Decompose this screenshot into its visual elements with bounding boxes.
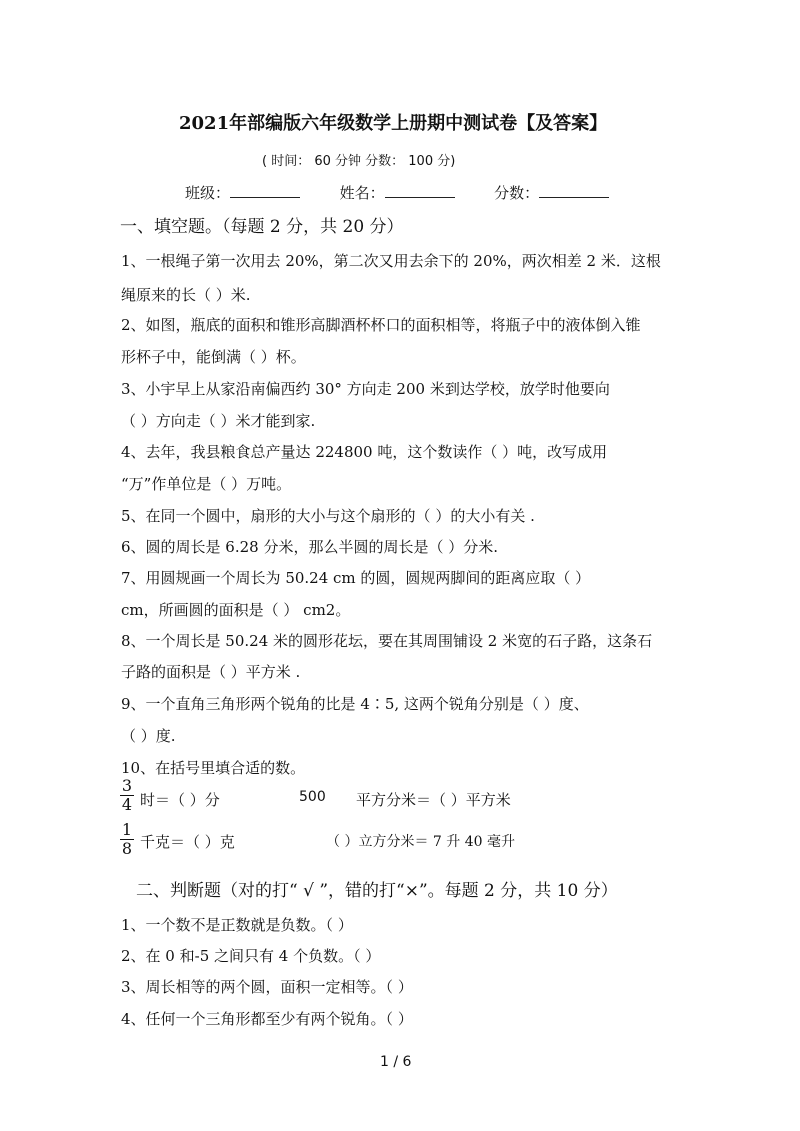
fraction-three-quarters <box>120 778 134 813</box>
name-label: 姓名： <box>339 184 385 202</box>
q4-line2: “万”作单位是（ ）万吨。 <box>121 475 292 493</box>
q10-row2-b: （ ）立方分米＝ 7 升 40 毫升 <box>326 834 515 850</box>
q7-line2: cm，所画圆的面积是（ ） cm2。 <box>121 601 351 619</box>
page-number: 1 / 6 <box>380 1054 412 1070</box>
q9-line1: 9、一个直角三角形两个锐角的比是 4∶5, 这两个锐角分别是（ ）度、 <box>121 695 589 713</box>
fraction-numerator: 1 <box>121 820 133 839</box>
info-row <box>185 182 609 203</box>
judge-q1: 1、一个数不是正数就是负数。（ ） <box>121 916 353 934</box>
q1-line2: 绳原来的长（ ）米. <box>121 286 251 304</box>
q3-line2: （ ）方向走（ ）米才能到家. <box>121 412 316 430</box>
q10-row1-c: 平方分米＝（ ）平方米 <box>356 791 511 809</box>
q6-line: 6、圆的周长是 6.28 分米，那么半圆的周长是（ ）分米. <box>121 538 499 556</box>
section1-heading: 一、填空题。（每题 2 分，共 20 分） <box>120 217 404 237</box>
q7-line1: 7、用圆规画一个周长为 50.24 cm 的圆，圆规两脚间的距离应取（ ） <box>121 569 591 587</box>
q4-line1: 4、去年，我县粮食总产量达 224800 吨，这个数读作（ ）吨，改写成用 <box>121 443 608 461</box>
q8-line1: 8、一个周长是 50.24 米的圆形花坛，要在其周围铺设 2 米宽的石子路，这条石 <box>121 632 653 650</box>
q3-line1: 3、小宇早上从家沿南偏西约 30° 方向走 200 米到达学校，放学时他要向 <box>121 380 610 398</box>
q10-line: 10、在括号里填合适的数。 <box>121 759 306 777</box>
fraction-denominator: 8 <box>121 839 133 858</box>
q8-line2: 子路的面积是（ ）平方米 . <box>121 663 301 681</box>
q10-row1-a: 时＝（ ）分 <box>140 791 220 809</box>
class-blank[interactable] <box>230 183 300 198</box>
name-blank[interactable] <box>385 183 455 198</box>
q10-row1-b: 500 <box>299 789 326 805</box>
q1-line1: 1、一根绳子第一次用去 20%，第二次又用去余下的 20%，两次相差 2 米．这根 <box>121 252 661 270</box>
class-label: 班级： <box>185 184 231 202</box>
judge-q3: 3、周长相等的两个圆，面积一定相等。（ ） <box>121 978 413 996</box>
q9-line2: （ ）度. <box>121 727 176 745</box>
fraction-denominator: 4 <box>121 795 133 814</box>
score-blank[interactable] <box>539 183 609 198</box>
page-title: 2021年部编版六年级数学上册期中测试卷【及答案】 <box>179 113 608 134</box>
fraction-one-eighth <box>120 822 134 857</box>
time-score-line: ( 时间： 60 分钟 分数： 100 分) <box>262 154 456 169</box>
q10-row2-a: 千克＝（ ）克 <box>140 833 235 851</box>
q2-line2: 形杯子中，能倒满（ ）杯。 <box>121 348 306 366</box>
q2-line1: 2、如图，瓶底的面积和锥形高脚酒杯杯口的面积相等，将瓶子中的液体倒入锥 <box>121 316 641 334</box>
section2-heading: 二、判断题（对的打“ √ ”，错的打“×”。每题 2 分，共 10 分） <box>136 881 618 901</box>
judge-q2: 2、在 0 和-5 之间只有 4 个负数。（ ） <box>121 947 381 965</box>
judge-q4: 4、任何一个三角形都至少有两个锐角。（ ） <box>121 1010 413 1028</box>
fraction-numerator: 3 <box>121 776 133 795</box>
q5-line: 5、在同一个圆中，扇形的大小与这个扇形的（ ）的大小有关 . <box>121 507 535 525</box>
score-label: 分数： <box>494 184 540 202</box>
